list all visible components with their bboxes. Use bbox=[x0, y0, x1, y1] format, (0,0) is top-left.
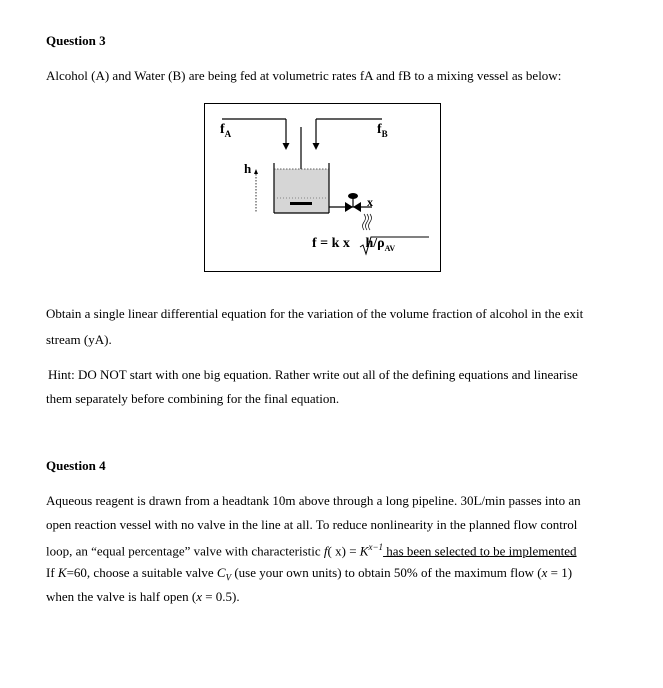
question-3-task-line1: Obtain a single linear differential equation for the variation of the volume fraction of alcohol in the exit bbox=[46, 306, 584, 321]
question-4-line1: Aqueous reagent is drawn from a headtank 10m above through a long pipeline. 30L/min passes into an bbox=[46, 493, 581, 508]
question-4-line3: loop, an “equal percentage” valve with characteristic f( $x) = K^{x-1}$ has been selected to be implemented bbox=[46, 542, 577, 559]
question-4-heading: Question 4 bbox=[46, 458, 106, 473]
mixing-vessel-figure bbox=[204, 103, 441, 272]
question-3-intro: Alcohol (A) and Water (B) are being fed at volumetric rates fA and fB to a mixing vessel as below: bbox=[46, 68, 562, 83]
question-3-heading: Question 3 bbox=[46, 33, 106, 48]
question-4-line5: when the valve is half open (x = 0.5). bbox=[46, 589, 240, 604]
question-4-line4: If K=60, choose a suitable valve $C_V$ (use your own units) to obtain 50% of the maximum flow (x = 1) bbox=[46, 565, 573, 583]
label-fa: $f_A$ bbox=[220, 122, 232, 139]
label-fb: $f_B$ bbox=[377, 122, 388, 139]
label-h: h bbox=[244, 161, 252, 176]
question-4-line2: open reaction vessel with no valve in the line at all. To reduce nonlinearity in the planned flow control bbox=[46, 517, 578, 532]
valve-flow-formula: f = k x $h/\rho_{AV}$ bbox=[312, 236, 396, 253]
question-3-hint-line1: Hint: DO NOT start with one big equation. Rather write out all of the defining equations and linearise bbox=[48, 367, 578, 382]
label-x: x bbox=[367, 195, 373, 209]
question-3-task-line2: stream (yA). bbox=[46, 332, 112, 347]
question-3-hint-line2: them separately before combining for the final equation. bbox=[46, 391, 340, 406]
